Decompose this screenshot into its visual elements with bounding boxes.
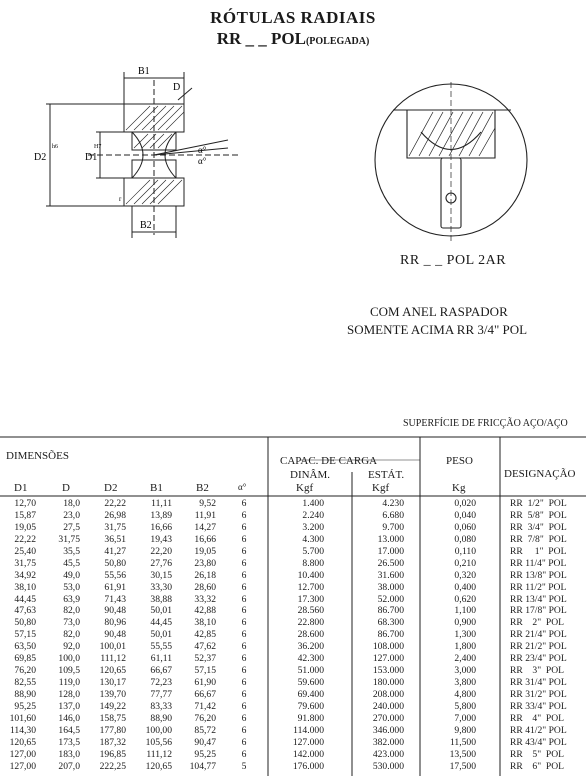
table-cell: 0,400 — [454, 581, 476, 593]
table-cell: 5.700 — [302, 545, 324, 557]
table-cell: 173,5 — [58, 736, 80, 748]
page-title: RÓTULAS RADIAIS — [210, 8, 376, 27]
table-cell: 17.300 — [297, 593, 324, 605]
table-cell: 61,11 — [150, 653, 172, 665]
table-cell: 66,67 — [194, 689, 216, 700]
table-cell: 47,62 — [194, 641, 216, 653]
table-cell: 27,5 — [63, 521, 80, 533]
table-cell: 19,43 — [150, 533, 172, 545]
table-cell: 86.700 — [377, 605, 404, 617]
table-cell: 6 — [241, 724, 247, 736]
table-cell: 1,100 — [454, 605, 476, 617]
table-cell: RR 6" POL — [510, 760, 565, 772]
table-cell: 72,23 — [150, 677, 172, 689]
table-cell: RR 31/4" POL — [510, 677, 567, 689]
table-cell: 120,65 — [99, 665, 126, 677]
table-cell: 25,40 — [14, 545, 36, 557]
table-cell: 6 — [241, 677, 247, 689]
table-cell: 127,00 — [9, 760, 36, 772]
table-cell: 42,88 — [194, 605, 216, 617]
table-cell: 31,75 — [14, 557, 36, 569]
table-cell: 4,800 — [454, 689, 476, 700]
table-cell: 90,48 — [104, 605, 126, 617]
table-cell: 79.600 — [297, 700, 324, 712]
table-cell: 6 — [241, 617, 247, 629]
table-cell: 28,60 — [194, 581, 216, 593]
subtitle-small: (POLEGADA) — [305, 36, 370, 47]
table-cell: 196,85 — [99, 748, 126, 760]
table-cell: 33,32 — [194, 593, 216, 605]
table-cell: 55,55 — [150, 641, 172, 653]
table-cell: 82,0 — [63, 605, 80, 617]
table-cell: 6 — [241, 641, 247, 653]
table-cell: 19,05 — [194, 545, 216, 557]
table-cell: 0,060 — [454, 521, 476, 533]
table-cell: 142.000 — [292, 748, 324, 760]
table-cell: 36,51 — [104, 533, 126, 545]
table-cell: 139,70 — [99, 689, 126, 700]
table-cell: 6 — [241, 712, 247, 724]
table-cell: 61,91 — [104, 581, 126, 593]
table-cell: 8.800 — [302, 557, 324, 569]
table-cell: 13.000 — [377, 533, 404, 545]
table-cell: 26,98 — [104, 509, 126, 521]
label-d1: D1 — [85, 152, 98, 163]
column-d1-values — [2, 498, 36, 773]
table-cell: 30,15 — [150, 569, 172, 581]
table-cell: 12,70 — [14, 498, 36, 509]
header-dynamic: DINÂM. — [290, 469, 331, 481]
table-cell: 82,0 — [63, 629, 80, 641]
table-cell: 1,800 — [454, 641, 476, 653]
table-cell: 9.700 — [382, 521, 404, 533]
table-cell: 0,900 — [454, 617, 476, 629]
table-cell: 49,0 — [63, 569, 80, 581]
table-cell: 0,020 — [454, 498, 476, 509]
table-cell: 50,01 — [150, 605, 172, 617]
table-cell: 52.000 — [377, 593, 404, 605]
table-cell: 22,22 — [14, 533, 36, 545]
subtitle-main: RR _ _ POL — [216, 29, 306, 48]
col-d2: D2 — [104, 482, 118, 494]
table-cell: 1.400 — [302, 498, 324, 509]
label-alpha-1: α° — [198, 145, 207, 155]
column-d2-values — [90, 498, 126, 773]
table-cell: 13,500 — [449, 748, 476, 760]
table-cell: 26,18 — [194, 569, 216, 581]
table-cell: 88,90 — [150, 712, 172, 724]
label-h7: H7 — [94, 144, 102, 150]
table-cell: 88,90 — [14, 689, 36, 700]
table-cell: 14,27 — [194, 521, 216, 533]
table-cell: 76,20 — [14, 665, 36, 677]
table-cell: 6 — [241, 629, 247, 641]
table-cell: 38.000 — [377, 581, 404, 593]
table-cell: 31.600 — [377, 569, 404, 581]
variant-designation: RR _ _ POL 2AR — [400, 253, 507, 268]
table-cell: 57,15 — [194, 665, 216, 677]
col-b1: B1 — [150, 482, 163, 494]
table-cell: 137,0 — [58, 700, 80, 712]
table-cell: 82,55 — [14, 677, 36, 689]
page-subtitle — [0, 29, 586, 49]
table-cell: 0,040 — [454, 509, 476, 521]
column-designation-values — [510, 498, 584, 773]
table-cell: 105,56 — [145, 736, 172, 748]
table-cell: 17,500 — [449, 760, 476, 772]
column-d-values — [44, 498, 80, 773]
label-d2: D2 — [34, 152, 47, 163]
col-d1: D1 — [14, 482, 28, 494]
table-cell: 55,56 — [104, 569, 126, 581]
table-cell: 127,00 — [9, 748, 36, 760]
table-cell: 6.680 — [382, 509, 404, 521]
table-cell: 346.000 — [372, 724, 404, 736]
table-cell: 23,0 — [63, 509, 80, 521]
table-cell: 36.200 — [297, 641, 324, 653]
table-cell: 69.400 — [297, 689, 324, 700]
table-cell: 109,5 — [58, 665, 80, 677]
table-cell: 6 — [241, 700, 247, 712]
table-cell: 6 — [241, 593, 247, 605]
table-cell: 0,080 — [454, 533, 476, 545]
table-cell: 71,42 — [194, 700, 216, 712]
table-cell: 423.000 — [372, 748, 404, 760]
scraper-ring-detail — [373, 72, 533, 252]
table-cell: 57,15 — [14, 629, 36, 641]
table-cell: 50,80 — [104, 557, 126, 569]
table-cell: 530.000 — [372, 760, 404, 772]
table-cell: 95,25 — [194, 748, 216, 760]
table-cell: 80,96 — [104, 617, 126, 629]
table-cell: 34,92 — [14, 569, 36, 581]
table-cell: RR 31/2" POL — [510, 689, 567, 700]
variant-note-line-2: SOMENTE ACIMA RR 3/4" POL — [347, 322, 528, 337]
header-static: ESTÁT. — [368, 469, 405, 481]
column-dynamic-values — [280, 498, 324, 773]
table-cell: 50,80 — [14, 617, 36, 629]
table-cell: 4.230 — [382, 498, 404, 509]
table-cell: 28.560 — [297, 605, 324, 617]
table-cell: RR 33/4" POL — [510, 700, 567, 712]
table-cell: 127.000 — [292, 736, 324, 748]
table-cell: 95,25 — [14, 700, 36, 712]
table-cell: 42.300 — [297, 653, 324, 665]
table-cell: RR 11/2" POL — [510, 581, 567, 593]
table-cell: 85,72 — [194, 724, 216, 736]
table-cell: 183,0 — [58, 748, 80, 760]
table-cell: 177,80 — [99, 724, 126, 736]
table-cell: RR 5/8" POL — [510, 509, 567, 521]
table-cell: 127.000 — [372, 653, 404, 665]
table-cell: 111,12 — [146, 748, 172, 760]
table-cell: 16,66 — [150, 521, 172, 533]
table-cell: 11,500 — [449, 736, 476, 748]
unit-weight: Kg — [452, 482, 466, 494]
table-cell: 153.000 — [372, 665, 404, 677]
table-cell: 222,25 — [99, 760, 126, 772]
table-cell: 100,0 — [58, 653, 80, 665]
bearing-section-drawing — [28, 60, 248, 245]
table-cell: 22.800 — [297, 617, 324, 629]
table-cell: 3,000 — [454, 665, 476, 677]
table-cell: 51.000 — [297, 665, 324, 677]
column-static-values — [360, 498, 404, 773]
table-cell: 4.300 — [302, 533, 324, 545]
table-cell: 119,0 — [58, 677, 80, 689]
table-cell: 83,33 — [150, 700, 172, 712]
table-cell: 86.700 — [377, 629, 404, 641]
label-r: r — [119, 195, 122, 203]
table-cell: 76,20 — [194, 712, 216, 724]
table-cell: 31,75 — [104, 521, 126, 533]
table-cell: RR 23/4" POL — [510, 653, 567, 665]
table-cell: 6 — [241, 581, 247, 593]
table-cell: 38,10 — [194, 617, 216, 629]
table-cell: 207,0 — [58, 760, 80, 772]
table-cell: 2.240 — [302, 509, 324, 521]
table-cell: RR 1/2" POL — [510, 498, 567, 509]
table-cell: 66,67 — [150, 665, 172, 677]
table-cell: 38,88 — [150, 593, 172, 605]
label-d: D — [173, 82, 181, 93]
table-cell: 77,77 — [150, 689, 172, 700]
table-cell: 100,01 — [99, 641, 126, 653]
table-cell: RR 41/2" POL — [510, 724, 567, 736]
table-cell: 6 — [241, 665, 247, 677]
table-cell: 176.000 — [292, 760, 324, 772]
header-capacity: CAPAC. DE CARGA — [280, 455, 378, 467]
table-cell: 128,0 — [58, 689, 80, 700]
table-cell: 0,620 — [454, 593, 476, 605]
table-cell: 7,000 — [454, 712, 476, 724]
table-cell: 19,05 — [14, 521, 36, 533]
table-cell: 6 — [241, 689, 247, 700]
table-cell: 6 — [241, 653, 247, 665]
table-cell: 108.000 — [372, 641, 404, 653]
table-cell: 9,52 — [199, 498, 216, 509]
table-cell: 101,60 — [9, 712, 36, 724]
table-cell: 9,800 — [454, 724, 476, 736]
table-cell: 0,110 — [454, 545, 476, 557]
table-cell: RR 17/8" POL — [510, 605, 567, 617]
table-cell: 10.400 — [297, 569, 324, 581]
table-cell: 33,30 — [150, 581, 172, 593]
table-cell: 13,89 — [150, 509, 172, 521]
table-cell: 26.500 — [377, 557, 404, 569]
column-alpha-values — [234, 498, 254, 773]
table-cell: RR 1" POL — [510, 545, 567, 557]
label-b1: B1 — [138, 66, 150, 77]
table-cell: 90,48 — [104, 629, 126, 641]
table-cell: 50,01 — [150, 629, 172, 641]
table-cell: RR 13/8" POL — [510, 569, 567, 581]
table-cell: 47,63 — [14, 605, 36, 617]
table-cell: 23,80 — [194, 557, 216, 569]
table-cell: 3.200 — [302, 521, 324, 533]
column-b1-values — [135, 498, 172, 773]
table-cell: RR 7/8" POL — [510, 533, 567, 545]
table-cell: 28.600 — [297, 629, 324, 641]
table-cell: 90,47 — [194, 736, 216, 748]
column-weight-values — [440, 498, 476, 773]
table-cell: 0,320 — [454, 569, 476, 581]
table-cell: 52,37 — [194, 653, 216, 665]
table-cell: 6 — [241, 569, 247, 581]
table-cell: 0,210 — [454, 557, 476, 569]
table-cell: RR 4" POL — [510, 712, 565, 724]
table-cell: RR 11/4" POL — [510, 557, 567, 569]
table-cell: RR 21/2" POL — [510, 641, 567, 653]
table-cell: 164,5 — [58, 724, 80, 736]
table-cell: 208.000 — [372, 689, 404, 700]
table-cell: 71,43 — [104, 593, 126, 605]
variant-note-line-1: COM ANEL RASPADOR — [370, 304, 508, 319]
table-cell: 104,77 — [189, 760, 216, 772]
table-cell: 22,20 — [150, 545, 172, 557]
table-cell: 42,85 — [194, 629, 216, 641]
table-cell: 120,65 — [9, 736, 36, 748]
column-b2-values — [180, 498, 216, 773]
table-cell: 22,22 — [104, 498, 126, 509]
table-cell: 120,65 — [145, 760, 172, 772]
table-cell: 18,0 — [63, 498, 80, 509]
table-cell: 15,87 — [14, 509, 36, 521]
table-cell: 6 — [241, 748, 247, 760]
table-cell: 114,30 — [9, 724, 36, 736]
col-b2: B2 — [196, 482, 209, 494]
table-cell: 6 — [241, 736, 247, 748]
table-cell: 270.000 — [372, 712, 404, 724]
table-cell: 44,45 — [14, 593, 36, 605]
table-cell: 91.800 — [297, 712, 324, 724]
table-cell: 63,50 — [14, 641, 36, 653]
table-cell: 114.000 — [293, 724, 324, 736]
header-dimensions: DIMENSÕES — [6, 450, 69, 462]
table-cell: 6 — [241, 509, 247, 521]
unit-dynamic: Kgf — [296, 482, 314, 494]
table-cell: 61,90 — [194, 677, 216, 689]
table-cell: 63,9 — [63, 593, 80, 605]
table-cell: 38,10 — [14, 581, 36, 593]
table-cell: 5 — [241, 760, 247, 772]
table-cell: 6 — [241, 605, 247, 617]
table-cell: RR 3/4" POL — [510, 521, 567, 533]
table-cell: 180.000 — [372, 677, 404, 689]
table-cell: 11,11 — [151, 498, 172, 509]
table-cell: 6 — [241, 498, 247, 509]
table-cell: 59.600 — [297, 677, 324, 689]
table-cell: RR 43/4" POL — [510, 736, 567, 748]
table-cell: 146,0 — [58, 712, 80, 724]
table-cell: RR 5" POL — [510, 748, 565, 760]
table-cell: 240.000 — [372, 700, 404, 712]
col-alpha: α° — [238, 482, 247, 492]
table-cell: 382.000 — [372, 736, 404, 748]
table-cell: 12.700 — [297, 581, 324, 593]
table-cell: 3,800 — [454, 677, 476, 689]
label-h6: h6 — [52, 144, 58, 150]
table-cell: 16,66 — [194, 533, 216, 545]
table-cell: 6 — [241, 533, 247, 545]
table-cell: 35,5 — [63, 545, 80, 557]
label-b2: B2 — [140, 220, 152, 231]
unit-static: Kgf — [372, 482, 390, 494]
table-cell: 187,32 — [99, 736, 126, 748]
table-cell: 5,800 — [454, 700, 476, 712]
table-cell: RR 3" POL — [510, 665, 565, 677]
table-cell: RR 13/4" POL — [510, 593, 567, 605]
table-cell: 44,45 — [150, 617, 172, 629]
table-cell: 45,5 — [63, 557, 80, 569]
table-cell: 2,400 — [454, 653, 476, 665]
label-alpha-2: α° — [198, 156, 207, 166]
table-cell: 73,0 — [63, 617, 80, 629]
header-designation: DESIGNAÇÃO — [504, 468, 576, 480]
table-cell: 149,22 — [99, 700, 126, 712]
table-cell: 68.300 — [377, 617, 404, 629]
table-cell: 158,75 — [99, 712, 126, 724]
surface-note: SUPERFÍCIE DE FRICÇÃO AÇO/AÇO — [403, 418, 568, 429]
table-cell: 27,76 — [150, 557, 172, 569]
table-cell: 6 — [241, 557, 247, 569]
table-cell: 130,17 — [99, 677, 126, 689]
table-cell: 6 — [241, 545, 247, 557]
table-cell: 100,00 — [145, 724, 172, 736]
table-cell: 11,91 — [194, 509, 216, 521]
table-cell: RR 2" POL — [510, 617, 565, 629]
table-cell: 41,27 — [104, 545, 126, 557]
table-cell: RR 21/4" POL — [510, 629, 567, 641]
table-cell: 69,85 — [14, 653, 36, 665]
table-cell: 6 — [241, 521, 247, 533]
table-cell: 17.000 — [377, 545, 404, 557]
table-cell: 31,75 — [58, 533, 80, 545]
col-d: D — [62, 482, 70, 494]
table-cell: 53,0 — [63, 581, 80, 593]
table-cell: 1,300 — [454, 629, 476, 641]
table-cell: 111,12 — [100, 653, 126, 665]
header-weight: PESO — [446, 455, 473, 467]
table-cell: 92,0 — [63, 641, 80, 653]
